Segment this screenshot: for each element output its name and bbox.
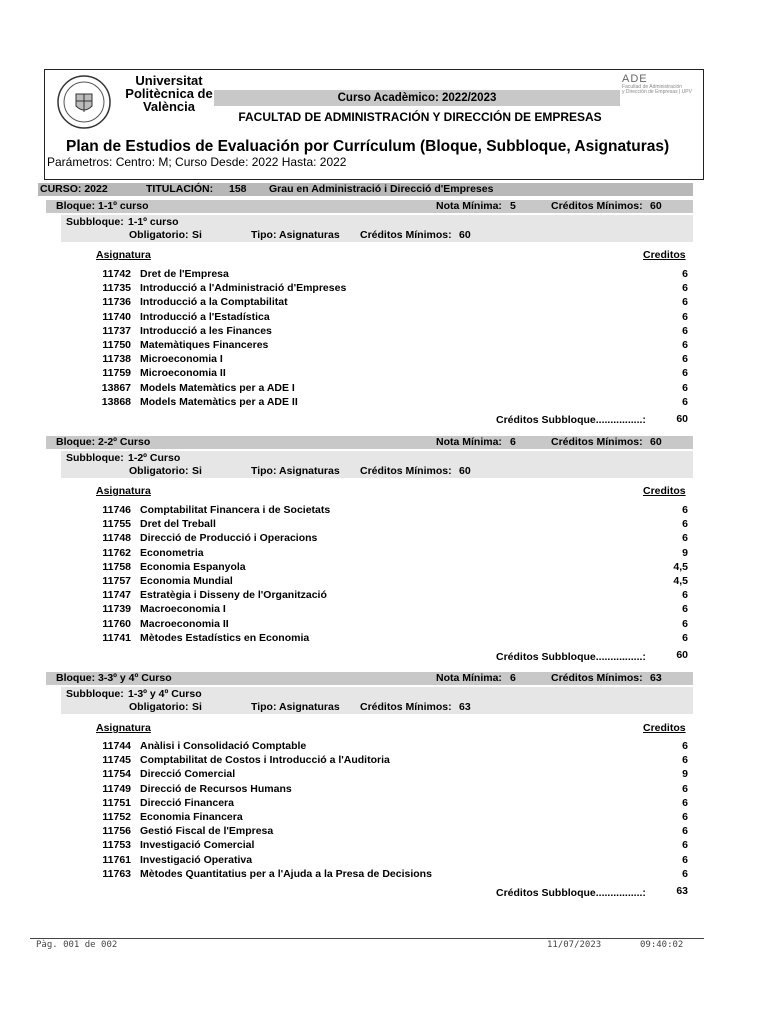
creditos-header: Creditos [643,249,686,261]
creditos-subbloque-value: 60 [676,649,688,661]
cred-min-label: Créditos Mínimos: [551,436,643,448]
tipo-label: Tipo: [251,701,277,713]
subject-code: 11759 [102,367,131,380]
subject-credits: 6 [682,796,688,809]
ade-logo [622,73,702,95]
bloque-bar [46,436,693,449]
page-number: Pàg. 001 de 002 [36,940,118,950]
obligatorio-value: Si [192,229,202,241]
subbloque-value: 1-3º y 4º Curso [128,688,202,700]
subject-code: 11750 [102,339,131,351]
subject-code: 11735 [102,282,131,295]
subject-code: 13867 [101,381,131,394]
cred-min-value: 60 [650,436,662,448]
creditos-subbloque-value: 60 [676,413,688,425]
subject-credits: 6 [682,282,688,295]
bloque-bar [46,200,693,213]
subject-credits: 6 [682,310,688,323]
subject-credits: 6 [682,518,688,531]
subject-name: Econometria [140,546,204,559]
asignatura-header: Asignatura [96,249,151,261]
cred-min-label: Créditos Mínimos: [551,672,643,684]
subject-credits: 9 [682,546,688,559]
subject-credits: 6 [682,589,688,602]
subject-name: Estratègia i Disseny de l'Organització [140,589,327,602]
page-title: Plan de Estudios de Evaluación por Currículum (Bloque, Subbloque, Asignaturas) [66,138,670,155]
subbloque-box [61,215,693,242]
subject-name: Microeconomia II [140,367,226,380]
obligatorio-value: Si [192,701,202,713]
asignatura-header: Asignatura [96,722,151,734]
subject-name: Investigació Operativa [140,853,253,866]
subject-credits: 6 [682,339,688,351]
subject-credits: 6 [682,839,688,852]
subject-code: 13868 [101,395,131,408]
obligatorio-label: Obligatorio: [129,465,189,477]
subject-code: 11738 [102,353,131,366]
sub-cred-min-label: Créditos Mínimos: [360,229,452,241]
subject-credits: 6 [682,367,688,380]
subject-credits: 6 [682,296,688,309]
subject-name: Direcció de Recursos Humans [140,782,292,795]
subject-code: 11749 [102,782,131,795]
subject-name: Macroeconomia I [140,603,226,616]
subject-code: 11748 [102,532,131,545]
subject-credits: 6 [682,740,688,752]
subject-code: 11756 [102,825,131,838]
bloque-label: Bloque: 1-1º curso [56,200,149,212]
university-name-line-1: Universitat [135,73,203,88]
tipo-label: Tipo: [251,465,277,477]
subject-name: Direcció de Producció i Operacions [140,532,318,545]
subject-code: 11736 [102,296,131,309]
subject-credits: 6 [682,754,688,767]
subject-code: 11741 [102,631,131,644]
subject-credits: 6 [682,381,688,394]
subbloque-label: Subbloque: [66,216,124,228]
tipo-value: Asignaturas [279,465,340,477]
bloque-label: Bloque: 2-2º Curso [56,436,151,448]
nota-value: 5 [510,200,516,212]
sub-cred-min-label: Créditos Mínimos: [360,465,452,477]
subject-name: Economia Espanyola [140,560,246,573]
footer-divider [30,938,704,939]
sub-cred-min-label: Créditos Mínimos: [360,701,452,713]
subject-credits: 6 [682,782,688,795]
subject-name: Mètodes Estadístics en Economia [140,631,310,644]
subject-credits: 9 [682,768,688,781]
subbloque-box [61,687,693,714]
subject-name: Introducció a l'Estadística [140,310,270,323]
subject-name: Introducció a les Finances [140,324,272,337]
subject-name: Microeconomia I [140,353,223,366]
subject-code: 11762 [102,546,131,559]
bloque-bar [46,672,693,685]
sub-cred-min-value: 63 [459,701,471,713]
subject-credits: 6 [682,353,688,366]
university-name-line-3: València [142,99,196,114]
subbloque-value: 1-2º Curso [128,452,181,464]
subject-code: 11754 [102,768,131,781]
titulacion-code: 158 [229,183,247,195]
nota-label: Nota Mínima: [436,200,502,212]
subject-name: Direcció Financera [140,796,234,809]
subject-name: Mètodes Quantitatius per a l'Ajuda a la Presa de Decisions [140,867,432,880]
subject-code: 11763 [102,867,131,880]
subject-credits: 6 [682,853,688,866]
subject-name: Investigació Comercial [140,839,255,852]
subject-credits: 6 [682,603,688,616]
subject-credits: 6 [682,867,688,880]
subject-credits: 6 [682,532,688,545]
subject-code: 11742 [102,268,131,280]
parameters: Parámetros: Centro: M; Curso Desde: 2022 Hasta: 2022 [47,155,347,169]
subject-code: 11747 [102,589,131,602]
creditos-header: Creditos [643,722,686,734]
subject-name: Economia Mundial [140,575,233,587]
subject-code: 11760 [102,617,131,630]
titulacion-label: TITULACIÓN: [146,183,214,195]
nota-label: Nota Mínima: [436,672,502,684]
cred-min-value: 60 [650,200,662,212]
subject-credits: 6 [682,268,688,280]
university-name [113,74,225,113]
tipo-value: Asignaturas [279,229,340,241]
tipo-value: Asignaturas [279,701,340,713]
subject-code: 11745 [102,754,131,767]
titulacion-name: Grau en Administració i Direcció d'Empreses [269,183,494,195]
curso-bar [38,183,693,196]
subject-code: 11753 [102,839,131,852]
subbloque-box [61,451,693,478]
creditos-header: Creditos [643,485,686,497]
sub-cred-min-value: 60 [459,465,471,477]
subject-name: Introducció a la Comptabilitat [140,296,288,309]
subject-name: Comptabilitat de Costos i Introducció a l'Auditoria [140,754,390,767]
obligatorio-label: Obligatorio: [129,229,189,241]
ade-logo-text: ADE [622,73,648,85]
subbloque-value: 1-1º curso [128,216,179,228]
subject-name: Matemàtiques Financeres [140,339,269,351]
subject-code: 11757 [102,575,131,587]
creditos-subbloque-value: 63 [676,885,688,897]
subject-credits: 6 [682,324,688,337]
subject-name: Models Matemàtics per a ADE II [140,395,298,408]
subject-code: 11737 [102,324,131,337]
subject-code: 11758 [102,560,131,573]
subject-code: 11740 [102,310,131,323]
cred-min-value: 63 [650,672,662,684]
university-seal-icon [56,74,112,130]
subject-name: Dret del Treball [140,518,216,531]
subject-name: Economia Financera [140,811,243,823]
subject-code: 11755 [102,518,131,531]
university-name-line-2: Politècnica de [125,86,213,101]
subject-name: Models Matemàtics per a ADE I [140,381,295,394]
subject-code: 11739 [102,603,131,616]
subject-name: Macroeconomia II [140,617,229,630]
subject-credits: 6 [682,617,688,630]
subject-name: Direcció Comercial [140,768,236,781]
print-date: 11/07/2023 [547,940,602,950]
subject-code: 11761 [102,853,131,866]
nota-value: 6 [510,436,516,448]
sub-cred-min-value: 60 [459,229,471,241]
subject-credits: 6 [682,825,688,838]
subbloque-label: Subbloque: [66,688,124,700]
subject-name: Comptabilitat Financera i de Societats [140,504,331,516]
tipo-label: Tipo: [251,229,277,241]
subject-name: Anàlisi i Consolidació Comptable [140,740,307,752]
subject-credits: 6 [682,504,688,516]
nota-value: 6 [510,672,516,684]
subject-credits: 6 [682,811,688,823]
subject-code: 11746 [102,504,131,516]
ade-logo-sub-1: Facultad de Administración [622,84,683,90]
faculty-name: FACULTAD DE ADMINISTRACIÓN Y DIRECCIÓN DE EMPRESAS [238,110,602,124]
subject-name: Dret de l'Empresa [140,268,229,280]
creditos-subbloque-label: Créditos Subbloque................: [496,651,646,663]
subject-name: Gestió Fiscal de l'Empresa [140,825,274,838]
cred-min-label: Créditos Mínimos: [551,200,643,212]
curso-label: CURSO: 2022 [40,183,108,195]
nota-label: Nota Mínima: [436,436,502,448]
obligatorio-value: Si [192,465,202,477]
subject-credits: 4,5 [673,560,688,573]
obligatorio-label: Obligatorio: [129,701,189,713]
creditos-subbloque-label: Créditos Subbloque................: [496,887,646,899]
subject-code: 11751 [102,796,131,809]
subbloque-label: Subbloque: [66,452,124,464]
ade-logo-sub-2: y Dirección de Empresas | UPV [622,89,692,95]
subject-code: 11752 [102,811,131,823]
subject-name: Introducció a l'Administració d'Empreses [140,282,347,295]
subject-credits: 4,5 [673,575,688,587]
subject-credits: 6 [682,395,688,408]
bloque-label: Bloque: 3-3º y 4º Curso [56,672,172,684]
subject-credits: 6 [682,631,688,644]
creditos-subbloque-label: Créditos Subbloque................: [496,414,646,426]
print-time: 09:40:02 [640,940,684,950]
subject-code: 11744 [102,740,131,752]
course-year: Curso Acadèmico: 2022/2023 [214,90,620,106]
asignatura-header: Asignatura [96,485,151,497]
